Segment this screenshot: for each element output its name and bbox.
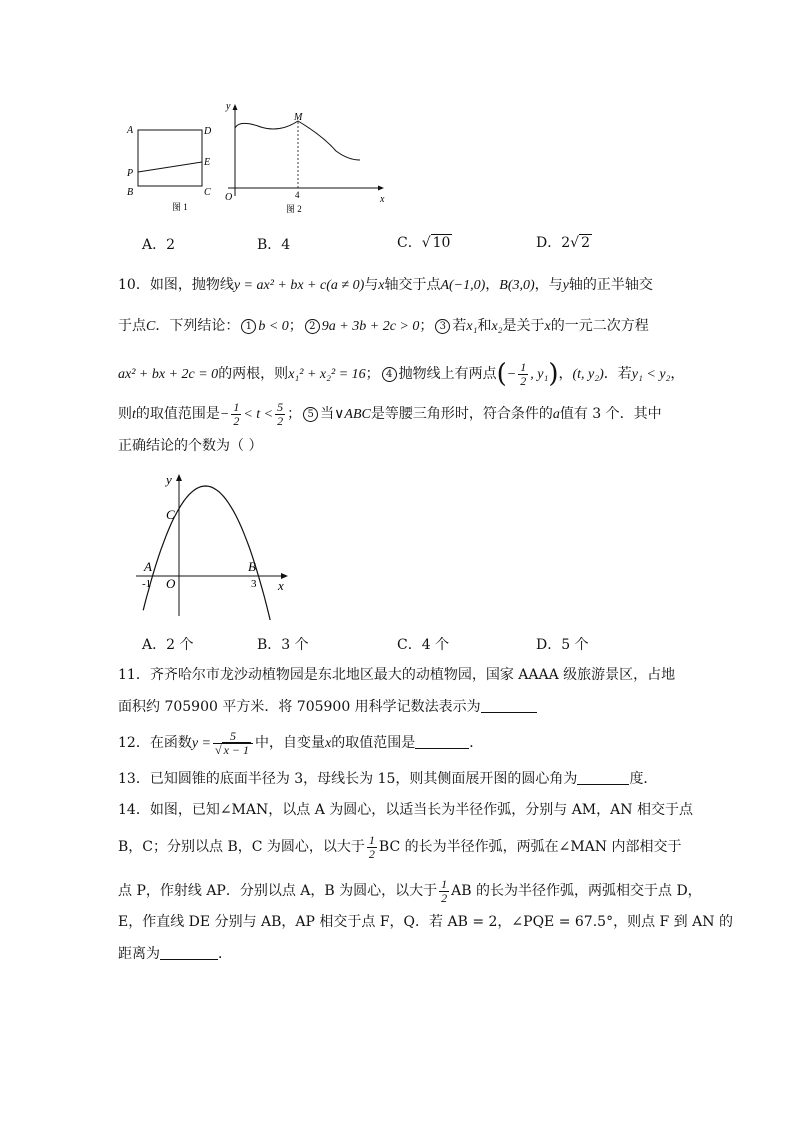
figure-1	[126, 125, 212, 212]
fig3-tick-neg1: -1	[142, 578, 152, 590]
q13-line	[118, 770, 657, 788]
q11-line-1: 11．齐齐哈尔市龙沙动植物园是东北地区最大的动植物园，国家 AAAA 级旅游景区，占地	[118, 667, 676, 683]
q9-option-d-label: D．2	[536, 235, 571, 251]
sqrt-sign-icon: √	[215, 742, 222, 757]
fig2-label-y: y	[226, 101, 231, 112]
fig1-label-C: C	[204, 187, 211, 198]
q10-text: 的两根，则	[218, 366, 289, 382]
q14-line-4: E，作直线 DE 分别与 AB，AP 相交于点 F，Q．若 AB = 2，∠PQE = 67.5°，则点 F 到 AN 的	[118, 914, 733, 930]
q10-text: ；	[419, 318, 434, 334]
q11-text: 面积约 705900 平方米．将 705900 用科学记数法表示为	[118, 699, 481, 715]
var-x: x	[378, 278, 385, 293]
fig3-label-B: B	[248, 559, 256, 574]
q13-answer-blank[interactable]	[577, 770, 629, 785]
q10-text: 轴交于点	[384, 277, 441, 293]
q14-text: BC 的长为半径作弧，两弧在∠MAN 内部相交于	[378, 839, 682, 855]
q14-text: 点 P，作射线 AP．分别以点 A，B 为圆心，以大于	[118, 883, 438, 899]
q10-text: 的一元二次方程	[550, 318, 649, 334]
q10-text: 则	[118, 406, 132, 422]
q11-line-2	[118, 698, 537, 716]
q10-text: ，	[670, 366, 685, 382]
q14-line-3	[118, 876, 702, 906]
q14-text: AB 的长为半径作弧，两弧相交于点 D，	[451, 883, 702, 899]
conclusion-1: b < 0	[258, 319, 289, 334]
q9-option-a[interactable]: A．2	[142, 237, 176, 253]
inequality-t: < t <	[243, 407, 274, 422]
fraction-one-half: $\frac{1}{2}$	[441, 876, 448, 905]
conclusion-2: 9a + 3b + 2c > 0	[321, 319, 420, 334]
q10-option-a[interactable]: A．2 个	[142, 637, 194, 653]
triangle-abc: ∨ABC	[334, 407, 371, 422]
q9-option-d[interactable]	[536, 232, 592, 252]
q12-line	[118, 728, 483, 759]
q10-option-c[interactable]: C．4 个	[397, 637, 450, 653]
var-a: a	[552, 407, 560, 422]
fig3-label-A: A	[144, 559, 152, 574]
function-y: y =	[191, 736, 211, 751]
fig3-label-O: O	[166, 576, 176, 591]
q14-answer-blank[interactable]	[160, 945, 218, 960]
point-y1: , y₁	[530, 367, 549, 382]
q10-text: 是关于	[502, 318, 545, 334]
q12-text: 的取值范围是	[331, 735, 416, 751]
q10-text: 抛物线上有两点	[398, 366, 497, 382]
fraction-one-half: $\frac{1}{2}$	[233, 399, 240, 428]
fig1-label-D: D	[204, 126, 212, 137]
q10-text: 当	[320, 406, 335, 422]
fig2-tick-4: 4	[295, 190, 300, 200]
q12-answer-blank[interactable]	[415, 734, 469, 749]
var-x: x	[325, 736, 332, 751]
q14-text: 距离为	[118, 946, 160, 962]
fig2-caption: 图 2	[286, 204, 302, 214]
q9-option-c-label: C．	[397, 235, 422, 251]
q10-line-1	[118, 276, 653, 295]
fig1-label-E: E	[204, 157, 211, 168]
q10-text: 与	[364, 277, 379, 293]
q10-text: 若	[452, 318, 467, 334]
sqrt-sign-icon: √	[421, 235, 431, 251]
q10-text: ，	[558, 366, 573, 382]
fig1-label-A: A	[127, 125, 134, 136]
q10-text: ．下列结论：	[155, 318, 240, 334]
q13-text: 13．已知圆锥的底面半径为 3，母线长为 15，则其侧面展开图的圆心角为	[118, 771, 578, 787]
q10-text: ，	[485, 277, 500, 293]
q10-text: 的取值范围是	[135, 406, 220, 422]
fig2-label-M: M	[294, 112, 303, 123]
q13-text: 度．	[629, 771, 658, 787]
figure-2	[225, 101, 385, 214]
q12-text: ．	[469, 735, 484, 751]
fig2-label-x: x	[380, 194, 385, 205]
fig1-caption: 图 1	[172, 202, 188, 212]
fig3-label-C: C	[166, 507, 175, 522]
q14-line-2	[118, 832, 682, 862]
fig3-label-x: x	[278, 578, 284, 593]
q9-option-d-radicand: 2	[581, 235, 590, 251]
point-b: B(3,0)	[499, 278, 535, 293]
point-t-y2: (t, y₂)	[572, 367, 604, 382]
q14-text: B，C；分别以点 B，C 为圆心，以大于	[118, 839, 365, 855]
q10-text: 轴的正半轴交	[568, 277, 653, 293]
fraction-one-half: $\frac{1}{2}$	[520, 359, 527, 388]
q10-text: 于点	[118, 318, 146, 334]
q11-answer-blank[interactable]	[481, 698, 537, 713]
circled-number-4: 4	[382, 367, 397, 382]
fig1-label-B: B	[127, 187, 134, 198]
var-x2: x₂	[491, 319, 503, 334]
figure-3-parabola	[132, 470, 298, 620]
fig3-tick-3: 3	[251, 578, 257, 590]
q10-text: 和	[477, 318, 492, 334]
q9-option-c-radicand: 10	[432, 235, 451, 251]
q10-line-2	[118, 317, 649, 336]
q9-option-b[interactable]: B．4	[257, 237, 291, 253]
inequality-y1-y2: y₁ < y₂	[631, 367, 671, 382]
q10-text: ；	[365, 366, 380, 382]
var-x: x	[544, 319, 551, 334]
circled-number-2: 2	[305, 319, 320, 334]
fig2-label-O: O	[225, 192, 233, 203]
fraction-5-over-sqrt: $\frac{5}{√ x - 1}$	[213, 730, 253, 757]
q10-text: ；	[288, 318, 303, 334]
q14-line-5: 距离为 ．	[118, 946, 232, 962]
conclusion-3: x₁² + x₂² = 16	[288, 367, 366, 382]
minus-sign: −	[506, 367, 517, 382]
minus-sign: −	[219, 407, 230, 422]
quadratic-equation: ax² + bx + 2c = 0	[118, 367, 219, 382]
circled-number-3: 3	[435, 319, 450, 334]
q12-text: 12．在函数	[118, 735, 192, 751]
q10-line-5: 正确结论的个数为（ ）	[118, 438, 263, 454]
q10-intro: 10．如图，抛物线	[118, 277, 234, 293]
q9-option-c[interactable]	[397, 232, 452, 252]
point-c: C	[146, 319, 156, 334]
q10-text: ，与	[534, 277, 563, 293]
fraction-one-half: $\frac{1}{2}$	[368, 832, 375, 861]
var-t: t	[132, 407, 136, 422]
var-x1: x₁	[466, 319, 478, 334]
q14-line-1: 14．如图，已知∠MAN，以点 A 为圆心，以适当长为半径作弧，分别与 AM，AN 相交于点	[118, 802, 693, 818]
q10-option-d[interactable]: D．5 个	[536, 637, 589, 653]
q10-option-b[interactable]: B．3 个	[257, 637, 309, 653]
var-y: y	[562, 278, 569, 293]
fig1-label-P: P	[127, 168, 134, 179]
q10-text: 是等腰三角形时，符合条件的	[370, 406, 553, 422]
figure-1-2	[118, 96, 398, 218]
fig3-label-y: y	[166, 472, 172, 487]
q10-line-3: ax² + bx + 2c = 0的两根，则x₁² + x₂² = 16； 4 抛物线上有两点(− $\frac{1}{2}$ , y₁)，(t, y₂)．若y₁ < y₂，	[118, 359, 685, 389]
q10-text: ．若	[603, 366, 632, 382]
q10-line-4	[118, 399, 662, 430]
q12-text: 中，自变量	[255, 735, 326, 751]
q10-text: ；	[287, 406, 302, 422]
parabola-equation: y = ax² + bx + c(a ≠ 0)	[233, 278, 365, 293]
circled-number-5: 5	[303, 407, 318, 422]
circled-number-1: 1	[241, 319, 256, 334]
fraction-five-halves: $\frac{5}{2}$	[277, 399, 284, 428]
sqrt-sign-icon: √	[570, 235, 580, 251]
point-a: A(−1,0)	[440, 278, 486, 293]
q10-text: 值有 3 个．其中	[559, 406, 662, 422]
